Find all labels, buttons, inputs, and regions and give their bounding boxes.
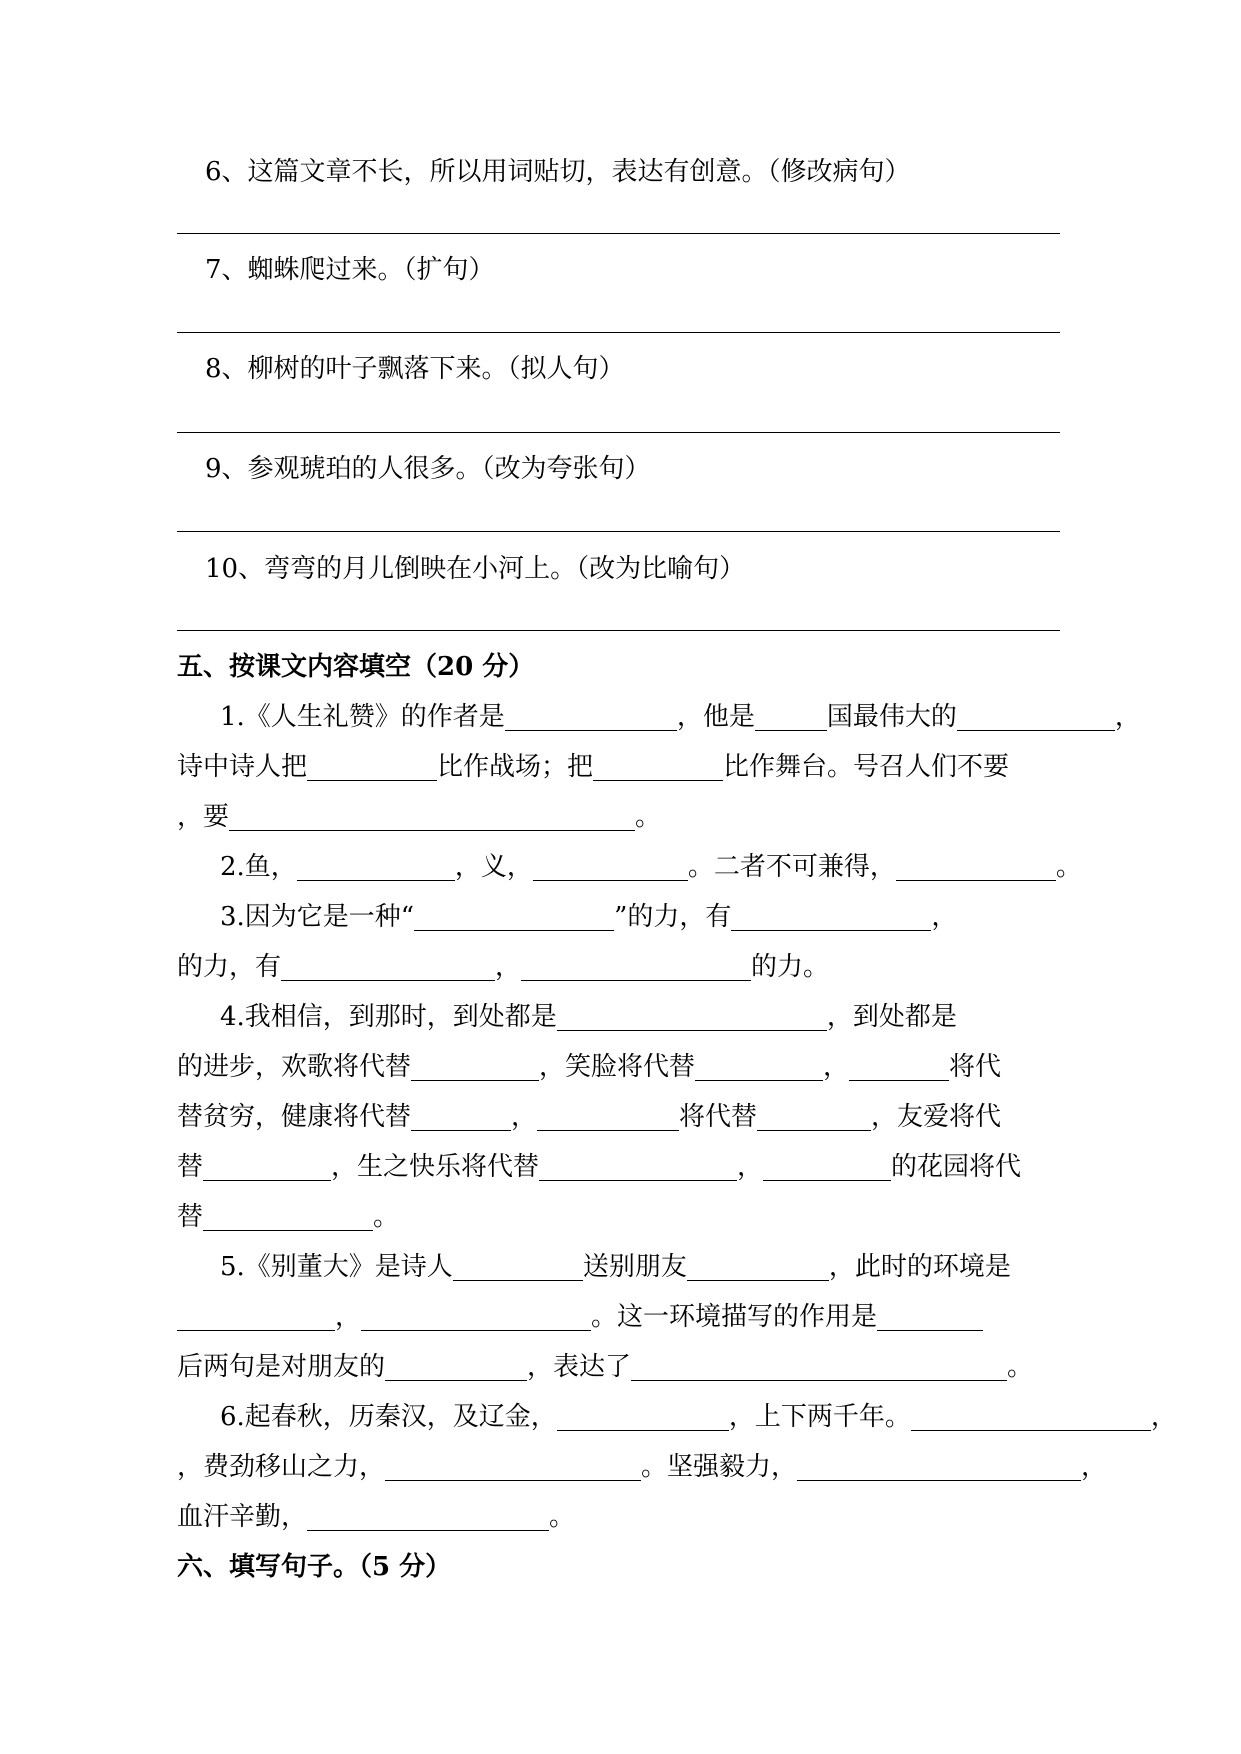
s5-q4-line5: 替 。 [177, 1202, 400, 1232]
section-5-heading: 五、按课文内容填空（20 分） [177, 652, 535, 682]
blank[interactable] [849, 1052, 949, 1081]
blank[interactable] [539, 1152, 737, 1181]
blank[interactable] [557, 1002, 827, 1031]
blank[interactable] [307, 752, 437, 781]
answer-line-8[interactable] [177, 432, 1060, 433]
s5-q6-line3: 血汗辛勤， 。 [177, 1502, 576, 1532]
blank[interactable] [911, 1402, 1151, 1431]
blank[interactable] [177, 1302, 335, 1331]
blank[interactable] [537, 1102, 679, 1131]
question-6: 6、这篇文章不长，所以用词贴切，表达有创意。（修改病句） [205, 157, 911, 187]
blank[interactable] [385, 1352, 527, 1381]
blank[interactable] [521, 952, 751, 981]
blank[interactable] [731, 902, 931, 931]
answer-line-7[interactable] [177, 332, 1060, 333]
blank[interactable] [411, 1102, 511, 1131]
s5-q6-line1: 6.起春秋，历秦汉，及辽金， ，上下两千年。 ， [220, 1402, 1177, 1432]
blank[interactable] [896, 852, 1056, 881]
blank[interactable] [307, 1502, 549, 1531]
blank[interactable] [281, 952, 495, 981]
s5-q2: 2.鱼， ，义， 。二者不可兼得， 。 [220, 852, 1082, 882]
s5-q4-line4: 替 ，生之快乐将代替 ， 的花园将代 [177, 1152, 1022, 1182]
blank[interactable] [453, 1252, 583, 1281]
section-6-heading: 六、填写句子。（5 分） [177, 1552, 452, 1582]
blank[interactable] [763, 1152, 891, 1181]
s5-q5-line3: 后两句是对朋友的 ，表达了 。 [177, 1352, 1034, 1382]
blank[interactable] [957, 702, 1115, 731]
s5-q1-line3: ，要 。 [177, 802, 662, 832]
blank[interactable] [385, 1452, 641, 1481]
question-8: 8、柳树的叶子飘落下来。（拟人句） [205, 354, 625, 384]
blank[interactable] [533, 852, 688, 881]
s5-q4-line3: 替贫穷，健康将代替 ， 将代替 ，友爱将代 [177, 1102, 1002, 1132]
blank[interactable] [203, 1202, 373, 1231]
question-7: 7、蜘蛛爬过来。（扩句） [205, 255, 495, 285]
answer-line-9[interactable] [177, 531, 1060, 532]
s5-q3-line2: 的力，有 ， 的力。 [177, 952, 830, 982]
blank[interactable] [297, 852, 455, 881]
blank[interactable] [203, 1152, 331, 1181]
blank[interactable] [695, 1052, 823, 1081]
blank[interactable] [593, 752, 723, 781]
blank[interactable] [411, 1052, 539, 1081]
s5-q6-line2: ，费劲移山之力， 。坚强毅力， ， [177, 1452, 1108, 1482]
question-9: 9、参观琥珀的人很多。（改为夸张句） [205, 454, 651, 484]
blank[interactable] [414, 902, 614, 931]
blank[interactable] [631, 1352, 1007, 1381]
s5-q1-line2: 诗中诗人把 比作战场；把 比作舞台。号召人们不要 [177, 752, 1010, 782]
answer-line-6[interactable] [177, 233, 1060, 234]
s5-q4-line2: 的进步，欢歌将代替 ，笑脸将代替 ， 将代 [177, 1052, 1002, 1082]
s5-q1-line1: 1.《人生礼赞》的作者是 ，他是 国最伟大的 ， [220, 702, 1141, 732]
blank[interactable] [557, 1402, 729, 1431]
blank[interactable] [797, 1452, 1081, 1481]
question-10: 10、弯弯的月儿倒映在小河上。（改为比喻句） [205, 554, 746, 584]
blank[interactable] [229, 802, 635, 831]
blank[interactable] [877, 1302, 983, 1331]
blank[interactable] [361, 1302, 591, 1331]
blank[interactable] [505, 702, 677, 731]
blank[interactable] [755, 702, 827, 731]
blank[interactable] [757, 1102, 871, 1131]
s5-q4-line1: 4.我相信，到那时，到处都是 ，到处都是 [220, 1002, 957, 1032]
blank[interactable] [687, 1252, 829, 1281]
s5-q5-line2: ， 。这一环境描写的作用是 [177, 1300, 983, 1334]
s5-q5-line1: 5.《别董大》是诗人 送别朋友 ，此时的环境是 [220, 1252, 1011, 1282]
s5-q3-line1: 3.因为它是一种“ ”的力，有 ， [220, 902, 958, 932]
answer-line-10[interactable] [177, 630, 1060, 631]
